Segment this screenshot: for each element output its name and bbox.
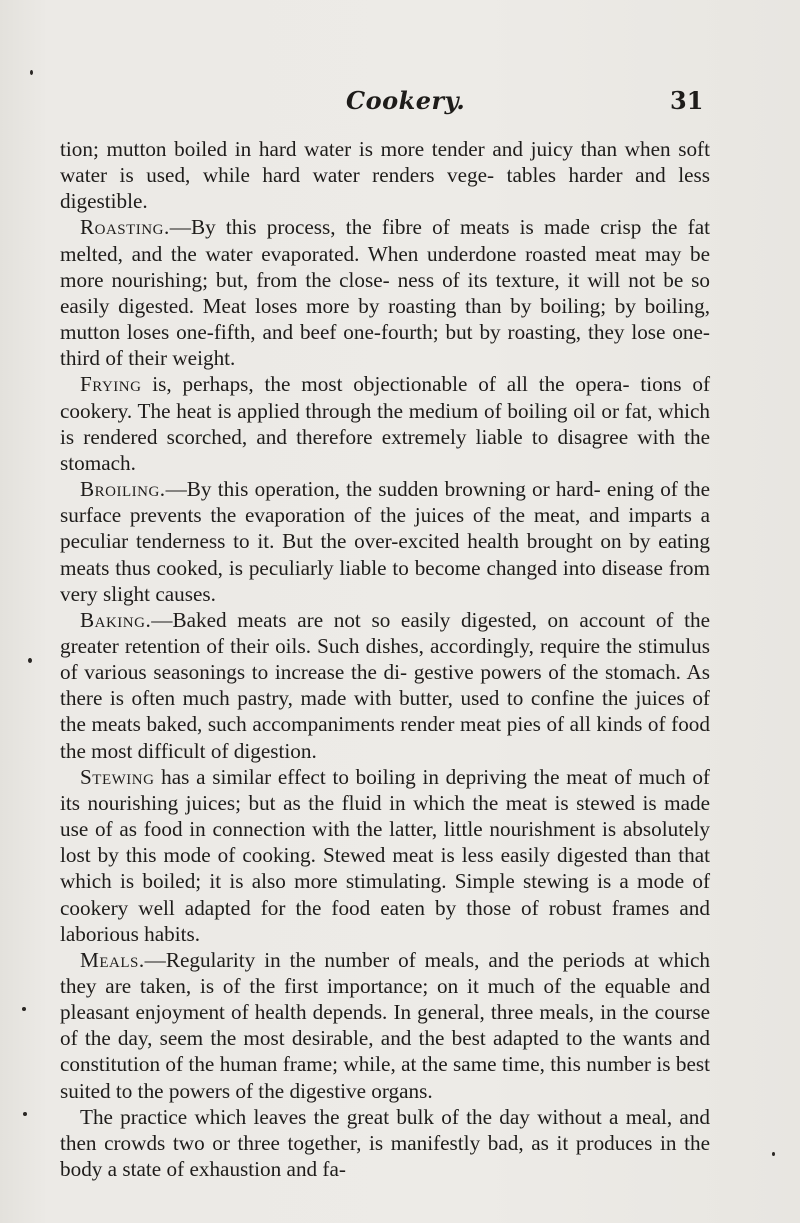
paragraph-text: —By this operation, the sudden browning or hard- ening of the surface prevents the evaporation of the juices of the meat, and imparts a peculiar tenderness to it. But the over-excited health brought on by eating meats thus cooked, is peculiarly liable to become changed into disease from very slight causes. [60, 477, 710, 606]
paragraph-term: Broiling. [80, 477, 166, 502]
paragraph-stewing [60, 764, 710, 947]
paragraph-text: has a similar effect to boiling in depriving the meat of much of its nourishing juices; but as the fluid in which the meat is stewed is made use of as food in connection with the latter, little nourishment is absolutely lost by this mode of cooking. Stewed meat is less easily digested than that which is boiled; it is also more stimulating. Simple stewing is a mode of cookery well adapted for the food eaten by those of robust frames and laborious habits. [60, 764, 710, 946]
running-title: Cookery. [346, 86, 466, 115]
page-number: 31 [670, 86, 704, 115]
ink-speck [28, 658, 32, 663]
paragraph-practice [60, 1104, 710, 1182]
ink-speck [772, 1152, 775, 1156]
paragraph-continuation [60, 136, 710, 214]
paragraph-term: Stewing [80, 764, 155, 789]
paragraph-text: is, perhaps, the most objectionable of all the opera- tions of cookery. The heat is applied through the medium of boiling oil or fat, which is rendered scorched, and therefore extremely liable to disagree with the stomach. [60, 372, 710, 475]
running-header [0, 86, 800, 126]
paragraph-frying [60, 371, 710, 476]
paragraph-baking [60, 607, 710, 764]
body-text [60, 136, 710, 1182]
ink-speck [22, 1007, 26, 1011]
paragraph-text: —Baked meats are not so easily digested, on account of the greater retention of their oils. Such dishes, accordingly, require the stimulus of various seasonings to increase the di- gestive powers of the stomach. As there is often much pastry, made with butter, used to confine the juices of the meats baked, such accompaniments render meat pies of all kinds of food the most difficult of digestion. [60, 607, 710, 763]
paragraph-broiling [60, 476, 710, 607]
paragraph-text: tion; mutton boiled in hard water is more tender and juicy than when soft water is used, while hard water renders vege- tables harder and less digestible. [60, 137, 710, 214]
paragraph-text: The practice which leaves the great bulk of the day without a meal, and then crowds two or three together, is manifestly bad, as it produces in the body a state of exhaustion and fa- [60, 1104, 710, 1182]
paragraph-meals [60, 947, 710, 1104]
paragraph-term: Baking. [80, 607, 152, 632]
paragraph-text: —By this process, the fibre of meats is made crisp the fat melted, and the water evaporated. When underdone roasted meat may be more nourishing; but, from the close- ness of its texture, it will not be so easily digested. Meat loses more by roasting than by boiling; by boiling, mutton loses one-fifth, and beef one-fourth; but by roasting, they lose one-third of their weight. [60, 215, 710, 371]
paragraph-term: Frying [80, 372, 142, 397]
paragraph-text: —Regularity in the number of meals, and the periods at which they are taken, is of the first importance; on it much of the equable and pleasant enjoyment of health depends. In general, three meals, in the course of the day, seem the most desirable, and the best adapted to the wants and constitution of the human frame; while, at the same time, this number is best suited to the powers of the digestive organs. [60, 947, 710, 1103]
paragraph-roasting [60, 214, 710, 371]
paragraph-term: Roasting. [80, 215, 170, 240]
ink-speck [30, 70, 33, 75]
paragraph-term: Meals. [80, 947, 145, 972]
ink-speck [23, 1112, 27, 1116]
